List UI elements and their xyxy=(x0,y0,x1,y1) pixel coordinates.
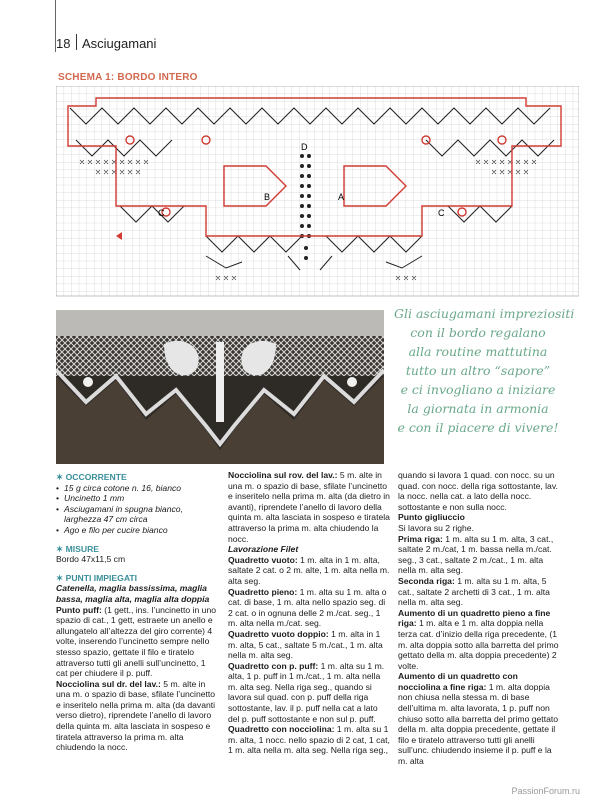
occorrente-item: • Asciugamani in spugna bianco, larghezza 47 cm circa xyxy=(56,504,216,525)
caption-line: tutto un altro “sapore” xyxy=(405,363,551,378)
punti-intro: Catenella, maglia bassissima, maglia bassa, maglia alta, maglia alta doppia xyxy=(56,583,210,604)
chart-label-c-right: C xyxy=(438,208,445,218)
qv-paragraph: Quadretto vuoto: 1 m. alta in 1 m. alta, saltate 2 cat. o 2 m. alte, 1 m. alta nella m. alta seg. xyxy=(228,554,390,586)
page-number: 18 xyxy=(56,36,71,51)
gigliuccio-text: Si lavora su 2 righe. xyxy=(398,522,474,533)
header-divider xyxy=(76,34,77,50)
chart-label-c-left: C xyxy=(158,208,165,218)
occorrente-item: • Ago e filo per cucire bianco xyxy=(56,525,216,536)
qp-paragraph: Quadretto pieno: 1 m. alta su 1 m. alta o cat. di base, 1 m. alta nello spazio seg. di 2 cat. o in ognuna delle 2 m./cat. seg., 1 m. alta nella m./cat. seg. xyxy=(228,586,387,629)
chart-label-a: A xyxy=(338,192,345,202)
caption-line: Gli asciugamani impreziositi xyxy=(394,306,575,321)
schema-title: SCHEMA 1: BORDO INTERO xyxy=(58,72,198,83)
caption-line: la giornata in armonia xyxy=(407,401,549,416)
qcp-paragraph: Quadretto con p. puff: 1 m. alta su 1 m. alta, 1 p. puff in 1 m./cat., 1 m. alta nella m. alta seg. Nella riga seg., quando si lavora sul quad. con p. puff della riga sottostante, lav. il p. puff nella cat a lato del p. puff sottostante e non sul p. puff. xyxy=(228,660,385,724)
misure-heading: ✶ MISURE xyxy=(56,543,100,554)
filet-chart xyxy=(56,86,579,302)
noc-rov-paragraph: Nocciolina sul rov. del lav.: 5 m. alte in una m. o spazio di base, sfilate l’uncinetto e inseritelo nella prima m. alta (da dietro in avanti), riprendete l’anello di lavoro della quinta m. alta lasciata in sospeso e tiratela attraverso la prima m. alta chiudendo la nocc. xyxy=(228,470,390,544)
caption-line: con il bordo regalano xyxy=(410,325,546,340)
photo-caption xyxy=(394,304,575,437)
column-instructions xyxy=(398,470,560,767)
caption-line: e con il piacere di vivere! xyxy=(397,420,559,435)
lace-photo xyxy=(56,310,384,464)
gigliuccio-heading: Punto gigliuccio xyxy=(398,512,465,523)
filet-heading: Lavorazione Filet xyxy=(228,544,299,555)
occorrente-item: • 15 g circa cotone n. 16, bianco xyxy=(56,483,216,494)
aum-noc-paragraph: Aumento di un quadretto con nocciolina a fine riga: 1 m. alta doppia non chiusa nella stessa m. di base dell’ultima m. alta lavorata, 1 p. puff non chiuso sotto alla barretta del primo gettato della m. alta doppia precedente, gettate il filo e tiratelo attraverso tutti gli anelli sull’unc. chiudendo insieme il p. puff e la m. alta xyxy=(398,671,559,767)
chart-label-d: D xyxy=(301,142,308,152)
page-header xyxy=(56,34,556,52)
aum-pieno-paragraph: Aumento di un quadretto pieno a fine riga: 1 m. alta e 1 m. alta doppia nella terza cat. d’inizio della riga precedente, (1 m. alta doppia sotto alla barretta del primo gettato della m. alta doppia precedente) 2 volte. xyxy=(398,607,559,671)
qcn-paragraph: Quadretto con nocciolina: 1 m. alta su 1 m. alta, 1 nocc. nello spazio di 2 cat, 1 cat, 1 m. alta nella m. alta seg. Nella riga seg., xyxy=(228,724,390,756)
section-title: Asciugamani xyxy=(82,36,157,51)
puff-paragraph: Punto puff: (1 gett., ins. l’uncinetto in uno spazio di cat., 1 gett, estraete un anello e allungatelo all’altezza del giro corrente) 4 volte, inserendo l’uncinetto sempre nello stesso spazio, gettate il filo e tiratelo attraverso tutti gli anelli sull’uncinetto, 1 cat per chiudere il p. puff. xyxy=(56,604,217,679)
caption-line: e ci invogliano a iniziare xyxy=(400,382,556,397)
noc-dr-paragraph: Nocciolina sul dr. del lav.: 5 m. alte in una m. o spazio di base, sfilate l’uncinetto e inseritelo nella prima m. alta (da davanti verso dietro), riprendete l’anello di lavoro della quinta m. alta lasciata in sospeso e tiratela attraverso la prima m. alta chiudendo la nocc. xyxy=(56,678,216,753)
watermark: PassionForum.ru xyxy=(511,786,580,796)
column-materials xyxy=(56,470,216,753)
caption-line: alla routine mattutina xyxy=(408,344,548,359)
cont-paragraph: quando si lavora 1 quad. con nocc. su un quad. con nocc. della riga sottostante, lav. la nocc. nella cat. a lato della nocc. sottostante e non sulla nocc. xyxy=(398,470,558,512)
prima-paragraph: Prima riga: 1 m. alta su 1 m. alta, 3 cat., saltate 2 m./cat, 1 m. bassa nella m./cat. seg., 3 cat., saltate 2 m./cat., 1 m. alta nella m. alta seg. xyxy=(398,533,554,576)
seconda-paragraph: Seconda riga: 1 m. alta su 1 m. alta, 5 cat., saltate 2 archetti di 3 cat., 1 m. alta nella m. alta seg. xyxy=(398,575,550,608)
chart-label-b: B xyxy=(264,192,271,202)
misure-text: Bordo 47x11,5 cm xyxy=(56,554,126,565)
punti-heading: ✶ PUNTI IMPIEGATI xyxy=(56,572,138,583)
occorrente-item: • Uncinetto 1 mm xyxy=(56,493,216,504)
occorrente-heading: ✶ OCCORRENTE xyxy=(56,472,127,482)
column-stitches xyxy=(228,470,390,756)
qvd-paragraph: Quadretto vuoto doppio: 1 m. alta in 1 m. alta, 5 cat., saltate 5 m./cat., 1 m. alta nella m. alta seg. xyxy=(228,628,383,661)
